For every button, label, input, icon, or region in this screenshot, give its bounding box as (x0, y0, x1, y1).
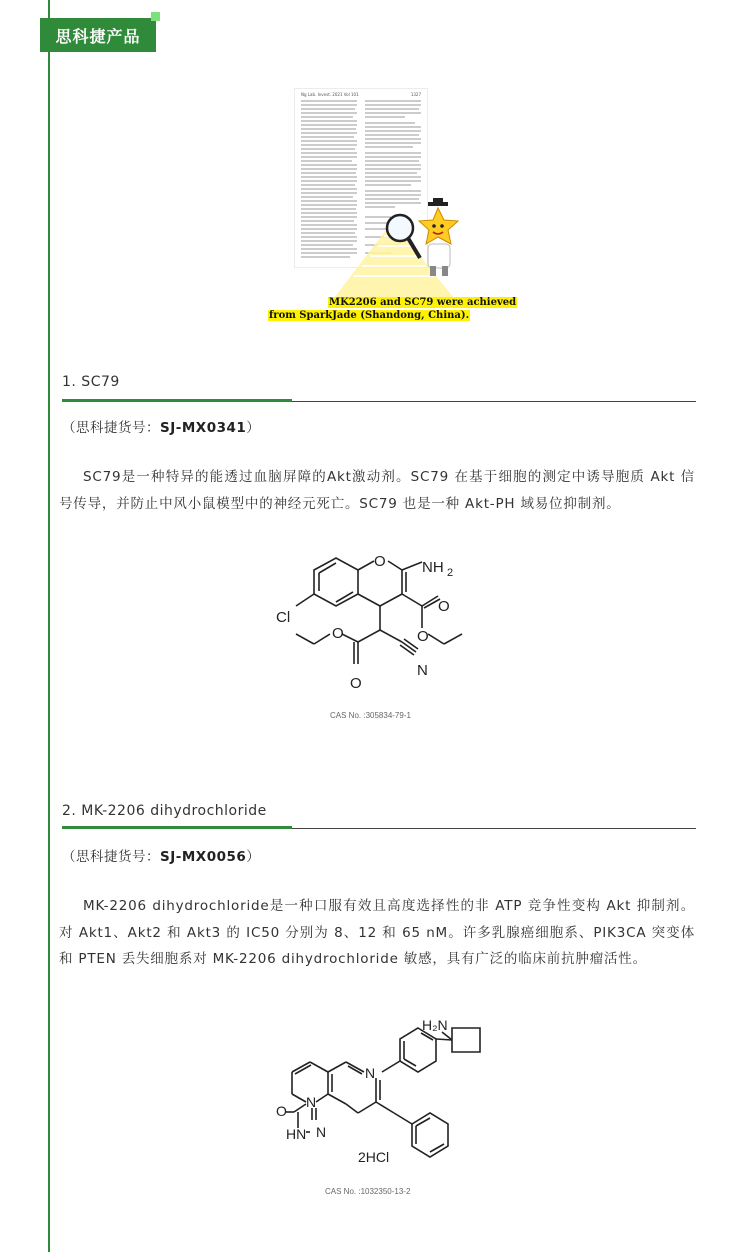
code-suffix: ） (246, 849, 261, 865)
sc79-carbonyl2-oxygen: O (350, 675, 362, 692)
mk-triazole-nitrogen-2: N (316, 1124, 327, 1140)
cas-mk2206: CAS No. :1032350-13-2 (325, 1187, 411, 1196)
description-sc79: SC79是一种特异的能透过血脑屏障的Akt激动剂。SC79 在基于细胞的测定中诱导胞质 Akt 信号传导，并防止中风小鼠模型中的神经元死亡。SC79 也是一种 Akt-PH 域易位抑制剂。 (59, 469, 695, 512)
mk-pyridine-nitrogen: N (365, 1065, 376, 1081)
highlight-line-2: from SparkJade (Shandong, China). (269, 310, 470, 321)
section-underline-green (62, 399, 292, 402)
sc79-ester2-oxygen: O (332, 625, 344, 642)
section-underline-green (62, 826, 292, 829)
sc79-ester-oxygen: O (417, 628, 429, 645)
mk-triazole-nitrogen: N (306, 1094, 317, 1110)
sc79-nitrile-nitrogen: N (417, 662, 428, 679)
sc79-amine-label: NH (422, 559, 444, 576)
paper-header-left: Ng Lab. Invest. 2021 Vol 101 (301, 92, 359, 97)
left-accent-line (48, 0, 50, 1252)
highlight-line-1: MK2206 and SC79 were achieved (329, 297, 517, 308)
sc79-ring-oxygen: O (374, 553, 386, 570)
product-code-sc79 (62, 416, 260, 436)
section-badge: 思科捷产品 (40, 18, 156, 52)
mk-h2n-label: H₂N (422, 1017, 448, 1033)
section-title-mk2206: 2. MK-2206 dihydrochloride (62, 803, 267, 819)
mascot-illustration (334, 198, 484, 298)
paper-header-right: 1327 (410, 92, 421, 97)
structure-sc79 (262, 548, 492, 698)
description-mk2206: MK-2206 dihydrochloride是一种口服有效且高度选择性的非 ATP 竞争性变构 Akt 抑制剂。对 Akt1、Akt2 和 Akt3 的 IC50 分别为 8、12 和 65 nM。许多乳腺癌细胞系、PIK3CA 突变体和 PTEN 丢失细胞系对 MK-2206 dihydrochloride 敏感，具有广泛的临床前抗肿瘤活性。 (59, 898, 695, 967)
mk-carbonyl-oxygen: O (276, 1103, 287, 1119)
code-value: SJ-MX0056 (160, 849, 247, 865)
code-value: SJ-MX0341 (160, 420, 247, 436)
mk-salt-label: 2HCl (358, 1149, 390, 1165)
code-prefix: （思科捷货号： (62, 849, 160, 865)
section-underline-rule (292, 401, 696, 402)
mk-hn-label: HN (286, 1126, 307, 1142)
code-prefix: （思科捷货号： (62, 420, 160, 436)
badge-corner-dot (151, 12, 160, 21)
product-code-mk2206 (62, 845, 260, 865)
sc79-amine-subscript: 2 (447, 567, 454, 579)
code-suffix: ） (246, 420, 261, 436)
section-title-sc79: 1. SC79 (62, 374, 120, 390)
paper-header (301, 92, 421, 97)
sc79-carbonyl-oxygen: O (438, 598, 450, 615)
section-underline-rule (292, 828, 696, 829)
sc79-chlorine-label: Cl (276, 609, 291, 626)
cas-sc79: CAS No. :305834-79-1 (330, 711, 411, 720)
structure-mk2206 (276, 1008, 496, 1178)
